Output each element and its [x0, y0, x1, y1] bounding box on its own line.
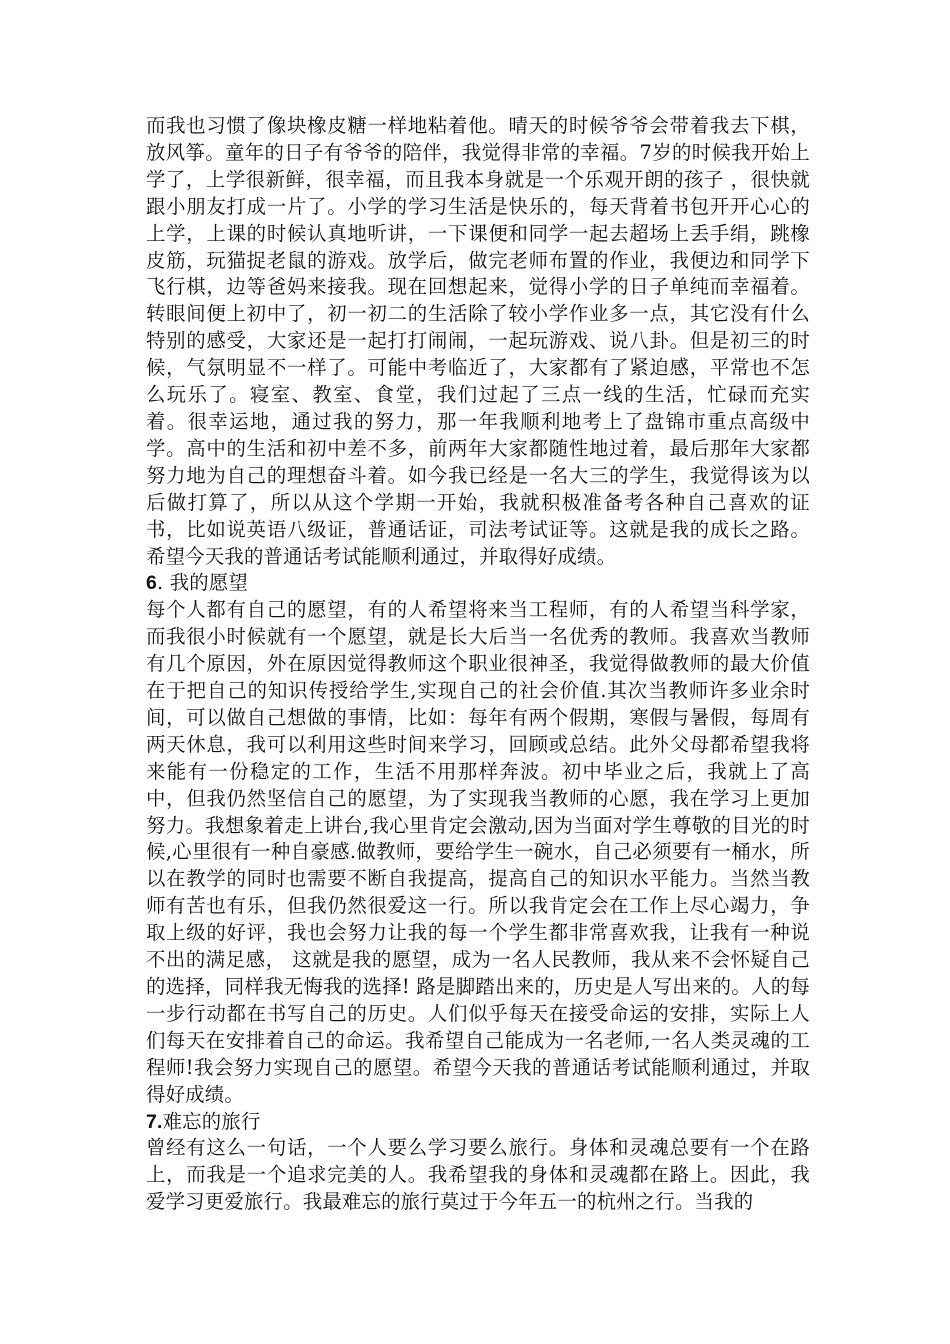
section-title-6: . 我的愿望 — [156, 571, 249, 595]
section-number-7: 7. — [146, 1110, 163, 1133]
document-body — [146, 113, 810, 1216]
paragraph-growth-story: 而我也习惯了像块橡皮糖一样地粘着他。晴天的时候爷爷会带着我去下棋，放风筝。童年的日子有爷爷的陪伴，我觉得非常的幸福。7岁的时候我开始上学了，上学很新鲜，很幸福，而且我本身就是一个乐观开朗的孩子 ，很快就跟小朋友打成一片了。小学的学习生活是快乐的，每天背着书包开开心心的上学，上课的时候认真地听讲，一下课便和同学一起去超场上丢手绢，跳橡皮筋，玩猫捉老鼠的游戏。放学后，做完老师布置的作业，我便边和同学下飞行棋，边等爸妈来接我。现在回想起来，觉得小学的日子单纯而幸福着。转眼间便上初中了，初一初二的生活除了较小学作业多一点，其它没有什么特别的感受，大家还是一起打打闹闹，一起玩游戏、说八卦。但是初三的时候，气氛明显不一样了。可能中考临近了，大家都有了紧迫感，平常也不怎么玩乐了。寝室、教室、食堂，我们过起了三点一线的生活，忙碌而充实着。很幸运地，通过我的努力，那一年我顺利地考上了盘锦市重点高级中学。高中的生活和初中差不多，前两年大家都随性地过着，最后那年大家都努力地为自己的理想奋斗着。如今我已经是一名大三的学生，我觉得该为以后做打算了，所以从这个学期一开始，我就积极准备考各种自己喜欢的证书，比如说英语八级证，普通话证，司法考试证等。这就是我的成长之路。希望今天我的普通话考试能顺利通过，并取得好成绩。 — [146, 114, 810, 568]
section-heading-7 — [146, 1109, 810, 1136]
section-title-7: 难忘的旅行 — [162, 1109, 261, 1133]
section-number-6: 6 — [146, 572, 157, 595]
paragraph-memorable-trip: 曾经有这么一句话，一个人要么学习要么旅行。身体和灵魂总要有一个在路上，而我是一个追求完美的人。我希望我的身体和灵魂都在路上。因此，我爱学习更爱旅行。我最难忘的旅行莫过于今年五一的杭州之行。当我的 — [146, 1136, 810, 1214]
section-heading-6 — [146, 570, 810, 597]
paragraph-my-wish: 每个人都有自己的愿望，有的人希望将来当工程师，有的人希望当科学家，而我很小时候就有一个愿望，就是长大后当一名优秀的教师。我喜欢当教师有几个原因，外在原因觉得教师这个职业很神圣，我觉得做教师的最大价值在于把自己的知识传授给学生,实现自己的社会价值.其次当教师许多业余时间，可以做自己想做的事情，比如：每年有两个假期，寒假与暑假，每周有两天休息，我可以利用这些时间来学习，回顾或总结。此外父母都希望我将来能有一份稳定的工作，生活不用那样奔波。初中毕业之后，我就上了高中，但我仍然坚信自己的愿望，为了实现我当教师的心愿，我在学习上更加努力。我想象着走上讲台,我心里肯定会激动,因为当面对学生尊敬的目光的时候,心里很有一种自豪感.做教师，要给学生一碗水，自己必须要有一桶水，所以在教学的同时也需要不断自我提高，提高自己的知识水平能力。当然当教师有苦也有乐，但我仍然很爱这一行。所以我肯定会在工作上尽心竭力，争取上级的好评，我也会努力让我的每一个学生都非常喜欢我，让我有一种说不出的满足感， 这就是我的愿望，成为一名人民教师，我从来不会怀疑自己的选择，同样我无悔我的选择! 路是脚踏出来的，历史是人写出来的。人的每一步行动都在书写自己的历史。人们似乎每天在接受命运的安排，实际上人们每天在安排着自己的命运。我希望自己能成为一名老师,一名人类灵魂的工程师!我会努力实现自己的愿望。希望今天我的普通话考试能顺利通过，并取得好成绩。 — [146, 598, 810, 1106]
